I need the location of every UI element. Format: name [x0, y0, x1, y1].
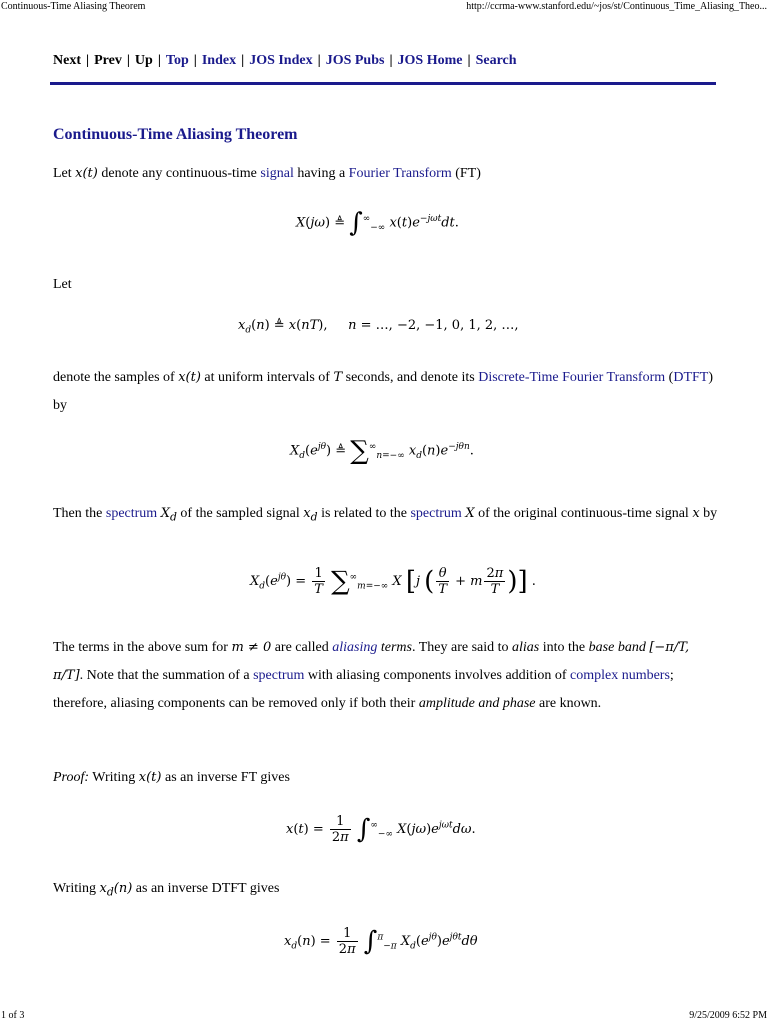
nav-separator: | [126, 53, 130, 68]
math-inline: $x_d(n)$ [99, 881, 133, 899]
link-fourier-transform[interactable]: Fourier Transform [348, 166, 452, 181]
nav-separator: | [193, 53, 197, 68]
math-inline: x(t) [75, 166, 98, 181]
text: ; therefore, aliasing components can be removed only if both their [53, 668, 674, 711]
text: as an inverse DTFT gives [135, 881, 280, 896]
equation-samples: $x_d(n)$ ≜ x(nT), n = …, −2, −1, 0, 1, 2, …, [238, 318, 519, 336]
math-inline: [−π/T, π/T] [53, 640, 690, 683]
text: of the sampled signal [180, 506, 300, 521]
text: seconds, and denote its [345, 370, 475, 385]
nav-separator: | [467, 53, 471, 68]
print-footer-date: 9/25/2009 6:52 PM [689, 1010, 767, 1021]
link-signal[interactable]: signal [260, 166, 294, 181]
text: amplitude and phase [418, 696, 536, 711]
equation-inverse-dtft: $x_d(n)$ = $\frac{1}{2\pi}$ ∫$^\pi_{-\pi}$ $X_d(e^{j\theta})e^{j\theta t}d\theta$ [284, 926, 478, 957]
text: is related to the [321, 506, 407, 521]
text: by [703, 506, 718, 521]
link-dtft-long[interactable]: Discrete-Time Fourier Transform [478, 370, 666, 385]
text: into the [542, 640, 586, 655]
link-spectrum[interactable]: spectrum [253, 668, 305, 683]
nav-prev[interactable]: Prev [94, 53, 122, 68]
text: Writing [53, 881, 96, 896]
nav-index[interactable]: Index [201, 53, 237, 68]
math-inline: $X_d$ [160, 506, 177, 524]
nav-separator: | [317, 53, 321, 68]
math-inline: x(t) [178, 370, 201, 385]
math-inline: x [692, 506, 700, 521]
text-let: Let [53, 277, 72, 292]
text: Let [53, 166, 72, 181]
math-inline: T [333, 370, 343, 385]
text: ) by [53, 370, 713, 413]
math-inline: m ≠ 0 [231, 640, 272, 655]
text: The terms in the above sum for [53, 640, 228, 655]
nav-up[interactable]: Up [134, 53, 153, 68]
text: denote the samples of [53, 370, 175, 385]
equation-inverse-ft: x(t) = $\frac{1}{2\pi}$ $\int^\infty_{-\infty}$ $X(j\omega)e^{j\omega t}d\omega$. [286, 814, 476, 845]
text: with aliasing components involves addition of [307, 668, 567, 683]
text: as an inverse FT gives [164, 770, 290, 785]
math-inline: x(t) [138, 770, 162, 785]
text: alias [512, 640, 540, 655]
text: denote any continuous-time [101, 166, 257, 181]
nav-next[interactable]: Next [53, 53, 81, 68]
equation-aliasing: $X_d(e^{j\theta})$ = $\frac{1}{T}$ $\sum^\infty_{m=-\infty}$ X [j ( $\frac{\theta}{T}$ + m $\frac{2\pi}{T}$ )] . [250, 566, 536, 597]
paragraph-proof [53, 764, 718, 792]
paragraph-writing-dtft [53, 875, 718, 907]
text: Writing [92, 770, 136, 785]
link-spectrum[interactable]: spectrum [105, 506, 158, 521]
navigation-bar [53, 53, 517, 69]
print-header-title: Continuous-Time Aliasing Theorem [1, 1, 146, 12]
math-inline: $x_d$ [303, 506, 318, 524]
text: having a [297, 166, 346, 181]
link-aliasing[interactable]: aliasing [332, 640, 378, 655]
paragraph-relation [53, 500, 718, 532]
text: . They are said to [411, 640, 509, 655]
text: base band [588, 640, 646, 655]
header-rule [50, 82, 716, 85]
link-spectrum[interactable]: spectrum [410, 506, 462, 521]
nav-top[interactable]: Top [165, 53, 189, 68]
nav-jos-home[interactable]: JOS Home [397, 53, 463, 68]
text: are known. [538, 696, 602, 711]
text: (FT) [455, 166, 481, 181]
text: of the original continuous-time signal [478, 506, 689, 521]
text: ( [668, 370, 674, 385]
nav-search[interactable]: Search [475, 53, 517, 68]
text: are called [274, 640, 329, 655]
nav-separator: | [157, 53, 161, 68]
text: at uniform intervals of [204, 370, 330, 385]
nav-separator: | [86, 53, 90, 68]
print-header-url: http://ccrma-www.stanford.edu/~jos/st/Continuous_Time_Aliasing_Theo... [466, 1, 767, 12]
equation-dtft: $X_d(e^{j\theta})$ ≜ $\sum^\infty_{n=-\infty}$ $x_d(n)e^{-j\theta n}$. [290, 436, 474, 466]
nav-separator: | [241, 53, 245, 68]
print-footer-page: 1 of 3 [1, 1010, 25, 1021]
nav-jos-pubs[interactable]: JOS Pubs [325, 53, 385, 68]
proof-label: Proof: [53, 770, 90, 785]
equation-ft: X(jω) ≜ $\int^\infty_{-\infty}$ $x(t)e^{-j\omega t}dt$. [296, 208, 459, 238]
text: . Note that the summation of a [79, 668, 250, 683]
paragraph-samples [53, 364, 718, 420]
nav-separator: | [389, 53, 393, 68]
link-dtft[interactable]: DTFT [673, 370, 709, 385]
paragraph-aliasing-terms [53, 634, 718, 718]
paragraph-intro [53, 160, 718, 188]
math-inline: X [465, 506, 475, 521]
text: Then the [53, 506, 103, 521]
link-complex-numbers[interactable]: complex numbers [570, 668, 670, 683]
text: terms [380, 640, 412, 655]
nav-jos-index[interactable]: JOS Index [249, 53, 313, 68]
page-title: Continuous-Time Aliasing Theorem [53, 126, 298, 143]
